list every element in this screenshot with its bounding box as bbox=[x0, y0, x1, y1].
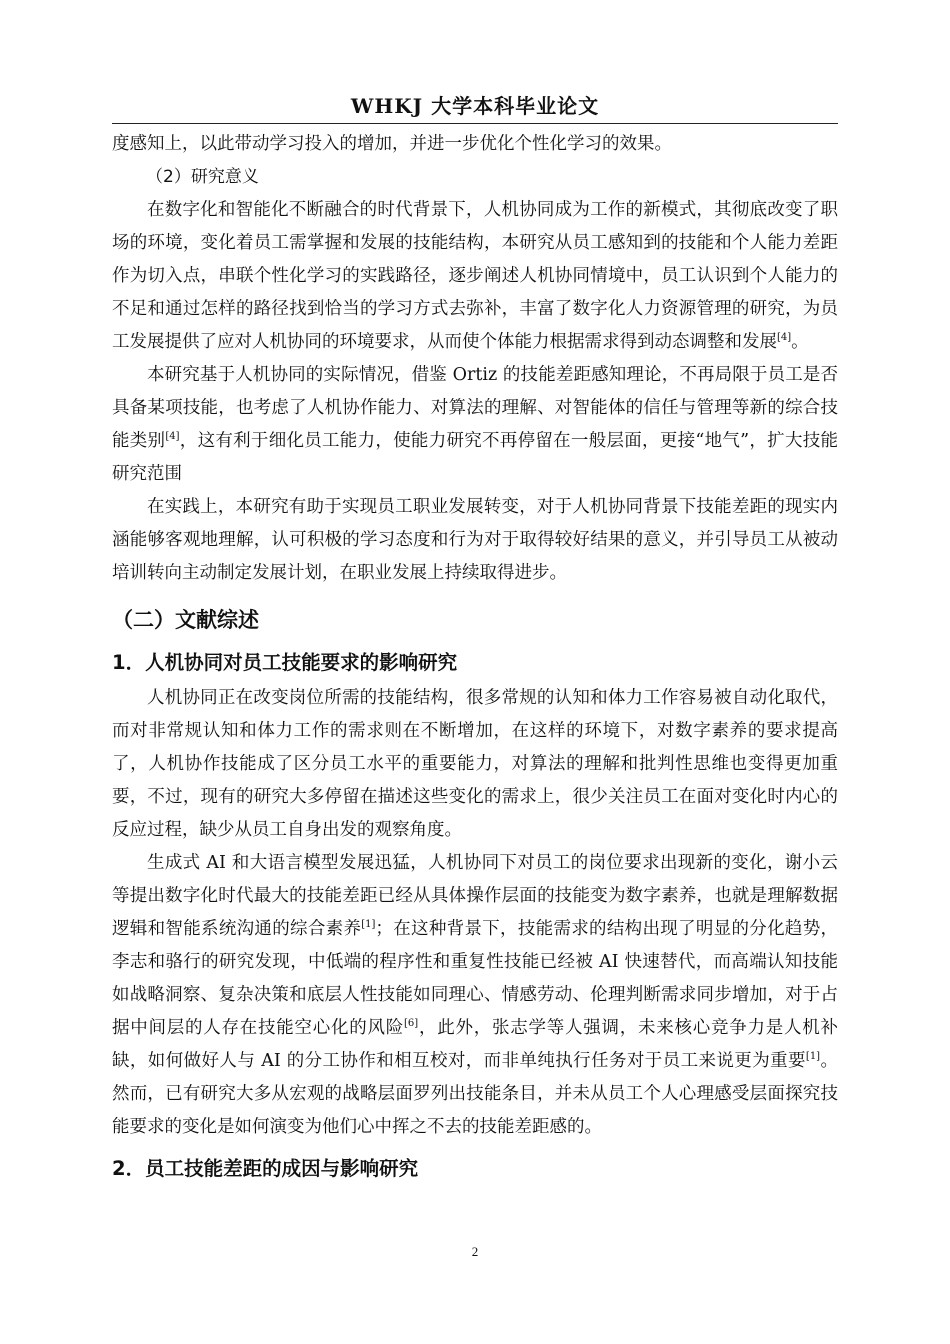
paragraph-significance-2 bbox=[112, 359, 838, 491]
subsection-heading-2: 2．员工技能差距的成因与影响研究 bbox=[112, 1157, 419, 1180]
paragraph-text: 。 bbox=[791, 332, 809, 352]
paragraph-text: ，此外，张志学等人强调，未来核心竞争力是人机补缺，如何做好人与 AI 的分工协作和相互校对，而非单纯执行任务对于员工来说更为重要 bbox=[112, 1018, 838, 1071]
paragraph-significance-3: 在实践上，本研究有助于实现员工职业发展转变，对于人机协同背景下技能差距的现实内涵能够客观地理解，认可积极的学习态度和行为对于取得较好结果的意义，并引导员工从被动培训转向主动制定发展计划，在职业发展上持续取得进步。 bbox=[112, 497, 838, 583]
paragraph-text: 生成式 AI 和大语言模型发展迅猛，人机协同下对员工的岗位要求出现新的变化，谢小云等提出数字化时代最大的技能差距已经从具体操作层面的技能变为数字素养，也就是理解数据逻辑和智能系统沟通的综合素养 bbox=[112, 853, 838, 939]
citation: [4] bbox=[165, 431, 180, 443]
paragraph-text: ；在这种背景下，技能需求的结构出现了明显的分化趋势，李志和骆行的研究发现，中低端的程序性和重复性技能已经被 AI 快速替代，而高端认知技能如战略洞察、复杂决策和底层人性技能如同理心、情感劳动、伦理判断需求同步增加，对于占据中间层的人存在技能空心化的风险 bbox=[112, 919, 839, 1038]
citation: [1] bbox=[805, 1051, 821, 1063]
paragraph-review-1: 人机协同正在改变岗位所需的技能结构，很多常规的认知和体力工作容易被自动化取代，而对非常规认知和体力工作的需求则在不断增加，在这样的环境下，对数字素养的要求提高了，人机协作技能成了区分员工水平的重要能力，对算法的理解和批判性思维也变得更加重要，不过，现有的研究大多停留在描述这些变化的需求上，很少关注员工在面对变化时内心的反应过程，缺少从员工自身出发的观察角度。 bbox=[112, 688, 838, 840]
paragraph-continuation: 度感知上，以此带动学习投入的增加，并进一步优化个性化学习的效果。 bbox=[112, 134, 672, 154]
citation: [6] bbox=[404, 1018, 419, 1030]
paragraph-text: ，这有利于细化员工能力，使能力研究不再停留在一般层面，更接“地气”，扩大技能研究范围 bbox=[112, 431, 839, 484]
paragraph-text: 。然而，已有研究大多从宏观的战略层面罗列出技能条目，并未从员工个人心理感受层面探究技能要求的变化是如何演变为他们心中挥之不去的技能差距感的。 bbox=[112, 1051, 838, 1137]
citation: [4] bbox=[777, 332, 792, 344]
subsection-heading-1: 1．人机协同对员工技能要求的影响研究 bbox=[112, 651, 458, 674]
running-header: WHKJ 大学本科毕业论文 bbox=[350, 94, 600, 118]
paragraph-significance-1 bbox=[112, 194, 838, 359]
paragraph-text: 本研究基于人机协同的实际情况，借鉴 Ortiz 的技能差距感知理论，不再局限于员工是否具备某项技能，也考虑了人机协作能力、对算法的理解、对智能体的信任与管理等新的综合技能类别 bbox=[112, 365, 838, 451]
paragraph-text: 在数字化和智能化不断融合的时代背景下，人机协同成为工作的新模式，其彻底改变了职场的环境，变化着员工需掌握和发展的技能结构，本研究从员工感知到的技能和个人能力差距作为切入点，串联个性化学习的实践路径，逐步阐述人机协同情境中，员工认识到个人能力的不足和通过怎样的路径找到恰当的学习方式去弥补，丰富了数字化人力资源管理的研究，为员工发展提供了应对人机协同的环境要求，从而使个体能力根据需求得到动态调整和发展 bbox=[112, 200, 838, 352]
citation: [1] bbox=[361, 919, 376, 931]
header-divider bbox=[112, 123, 838, 124]
page-number: 2 bbox=[471, 1244, 479, 1259]
paragraph-review-2 bbox=[112, 847, 838, 1144]
section-heading-literature-review: （二）文献综述 bbox=[112, 608, 259, 632]
subheading-research-significance: （2）研究意义 bbox=[146, 167, 259, 187]
body-content bbox=[112, 128, 838, 1188]
